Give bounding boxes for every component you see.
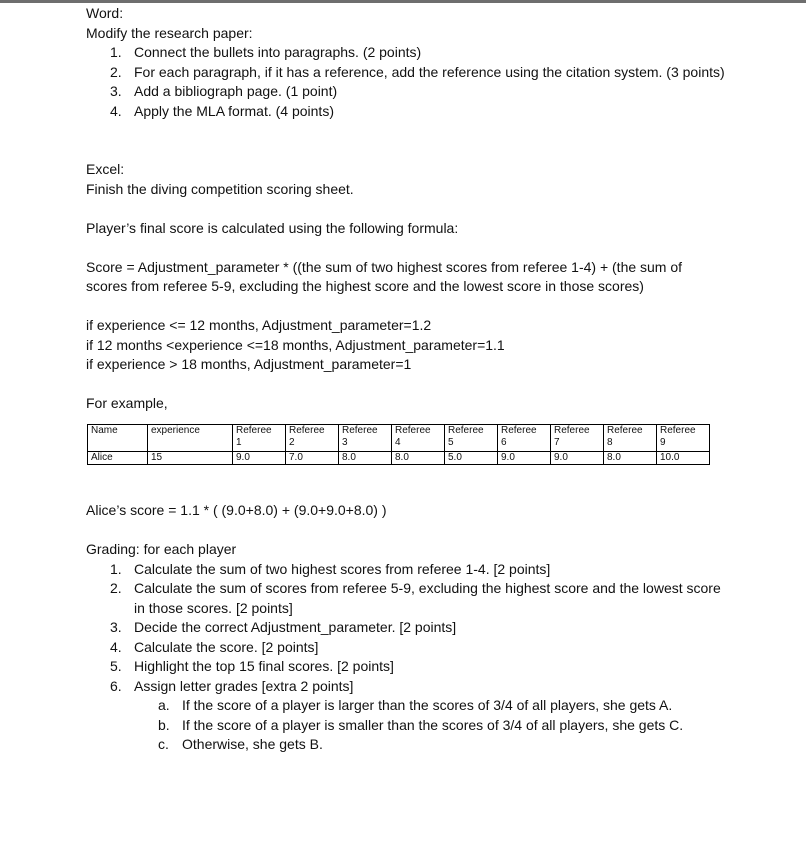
- page-top-border: [0, 0, 806, 3]
- list-item: [86, 735, 726, 755]
- table-cell: 9.0: [498, 451, 551, 465]
- table-header-cell: Referee 8: [604, 424, 657, 451]
- list-number: 1.: [110, 560, 122, 577]
- list-item: [86, 63, 726, 83]
- grading-list: [86, 560, 726, 697]
- word-heading: Word:: [86, 5, 124, 21]
- list-item: [86, 579, 726, 618]
- score-formula: Score = Adjustment_parameter * ((the sum of two highest scores from referee 1-4) + (the sum of scores from referee 5-9, excluding the highest score and the lowest score in those scores): [86, 258, 683, 294]
- excel-heading: Excel:: [86, 161, 125, 177]
- list-text: If the score of a player is larger than the scores of 3/4 of all players, she gets A.: [182, 697, 673, 713]
- list-item: [86, 102, 726, 122]
- list-number: 5.: [110, 658, 122, 674]
- list-text: Apply the MLA format. (4 points): [134, 102, 334, 119]
- list-item: [86, 82, 726, 102]
- table-header-cell: Name: [88, 424, 148, 451]
- excel-intro: Finish the diving competition scoring sheet.: [86, 180, 354, 197]
- list-letter: b.: [158, 716, 170, 733]
- list-text: Calculate the sum of scores from referee 5-9, excluding the highest score and the lowest score in those scores. [2 points]: [134, 580, 721, 616]
- list-number: 2.: [110, 63, 122, 80]
- table-header-cell: Referee 3: [339, 424, 392, 451]
- table-header-cell: Referee 1: [233, 424, 286, 451]
- list-text: Highlight the top 15 final scores. [2 points]: [134, 658, 394, 674]
- grade-letter-list: [86, 696, 726, 755]
- table-row: [88, 451, 710, 465]
- list-number: 2.: [110, 580, 122, 596]
- list-item: [86, 677, 726, 697]
- grading-heading: Grading: for each player: [86, 541, 237, 557]
- list-text: Otherwise, she gets B.: [182, 736, 323, 752]
- table-header-cell: Referee 5: [445, 424, 498, 451]
- word-intro: Modify the research paper:: [86, 24, 253, 41]
- rule-line: if experience <= 12 months, Adjustment_parameter=1.2: [86, 317, 432, 333]
- table-cell: 8.0: [339, 451, 392, 465]
- example-label: For example,: [86, 395, 168, 411]
- table-cell: 8.0: [392, 451, 445, 465]
- rule-line: if 12 months <experience <=18 months, Adjustment_parameter=1.1: [86, 336, 505, 353]
- example-score-table: [87, 424, 710, 466]
- example-result: Alice’s score = 1.1 * ( (9.0+8.0) + (9.0+9.0+8.0) ): [86, 502, 387, 518]
- list-text: Calculate the sum of two highest scores from referee 1-4. [2 points]: [134, 560, 551, 577]
- list-number: 4.: [110, 638, 122, 655]
- list-letter: c.: [158, 736, 169, 752]
- list-text: For each paragraph, if it has a reference, add the reference using the citation system. (3 points): [134, 63, 725, 80]
- document-page: [86, 4, 726, 755]
- list-item: [86, 716, 726, 736]
- list-item: [86, 696, 726, 716]
- list-text: If the score of a player is smaller than the scores of 3/4 of all players, she gets C.: [182, 716, 684, 733]
- list-number: 3.: [110, 619, 122, 635]
- rule-line: if experience > 18 months, Adjustment_parameter=1: [86, 356, 412, 372]
- list-letter: a.: [158, 697, 170, 713]
- formula-intro: Player’s final score is calculated using the following formula:: [86, 219, 459, 236]
- table-cell: 9.0: [551, 451, 604, 465]
- list-number: 4.: [110, 102, 122, 119]
- table-header-cell: Referee 6: [498, 424, 551, 451]
- list-number: 1.: [110, 44, 122, 60]
- table-cell: 8.0: [604, 451, 657, 465]
- table-header-cell: Referee 7: [551, 424, 604, 451]
- list-text: Assign letter grades [extra 2 points]: [134, 677, 354, 694]
- table-cell: 9.0: [233, 451, 286, 465]
- table-cell: 7.0: [286, 451, 339, 465]
- list-item: [86, 618, 726, 638]
- list-number: 6.: [110, 677, 122, 694]
- list-item: [86, 638, 726, 658]
- table-header-cell: experience: [148, 424, 233, 451]
- table-cell: 5.0: [445, 451, 498, 465]
- list-number: 3.: [110, 83, 122, 99]
- list-item: [86, 43, 726, 63]
- list-text: Add a bibliograph page. (1 point): [134, 83, 338, 99]
- table-cell: Alice: [88, 451, 148, 465]
- table-header-cell: Referee 9: [657, 424, 710, 451]
- list-item: [86, 560, 726, 580]
- list-text: Calculate the score. [2 points]: [134, 638, 319, 655]
- list-item: [86, 657, 726, 677]
- list-text: Decide the correct Adjustment_parameter. [2 points]: [134, 619, 457, 635]
- table-header-cell: Referee 2: [286, 424, 339, 451]
- table-cell: 10.0: [657, 451, 710, 465]
- word-task-list: [86, 43, 726, 121]
- table-header-row: [88, 424, 710, 451]
- list-text: Connect the bullets into paragraphs. (2 points): [134, 44, 422, 60]
- table-cell: 15: [148, 451, 233, 465]
- table-header-cell: Referee 4: [392, 424, 445, 451]
